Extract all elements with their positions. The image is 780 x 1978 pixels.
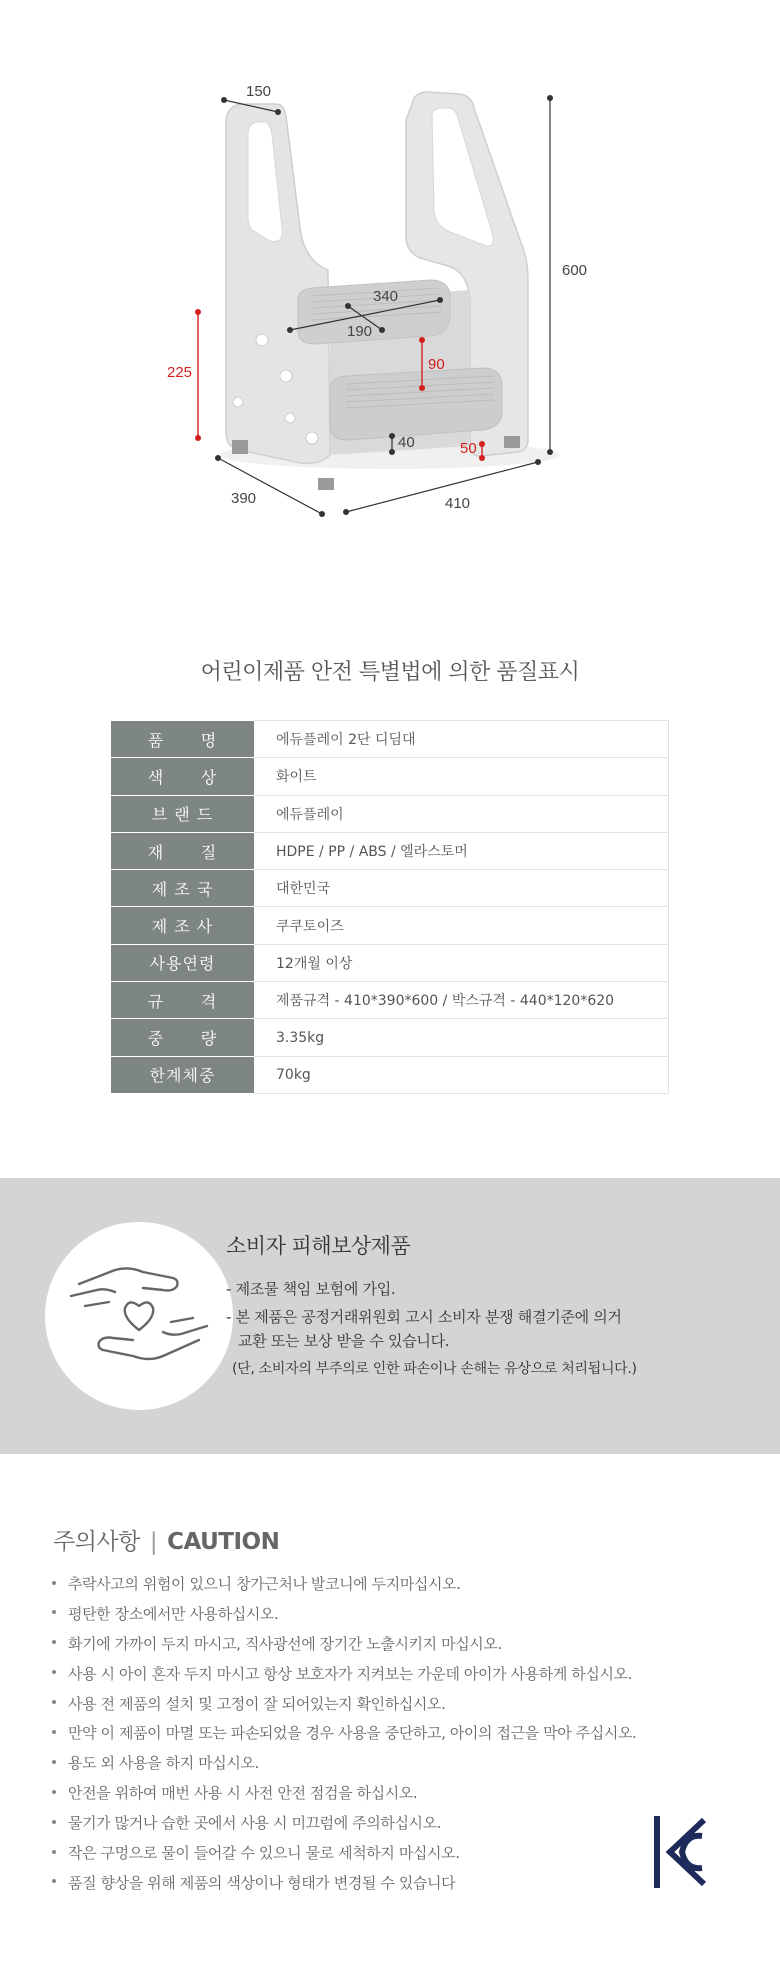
bullet-icon [52, 1610, 56, 1614]
quality-table-row [111, 1056, 669, 1093]
caution-item [52, 1722, 636, 1752]
consumer-compensation-section [0, 1178, 780, 1454]
compensation-line-4: (단, 소비자의 부주의로 인한 파손이나 손해는 유상으로 처리됩니다.) [232, 1361, 637, 1377]
quality-row-value: 에듀플레이 [254, 795, 669, 832]
quality-row-label: 제 조 사 [111, 907, 254, 944]
caution-item [52, 1633, 636, 1663]
caution-item [52, 1693, 636, 1723]
caution-item-text: 작은 구멍으로 물이 들어갈 수 있으니 물로 세척하지 마십시오. [68, 1844, 460, 1863]
dim-step-gap: 90 [428, 356, 445, 373]
quality-row-value: 12개월 이상 [254, 944, 669, 981]
caution-item [52, 1842, 636, 1872]
quality-row-value: 에듀플레이 2단 디딤대 [254, 721, 669, 758]
dim-depth: 390 [231, 490, 257, 507]
quality-table-row [111, 907, 669, 944]
kc-certification-mark-icon [652, 1812, 708, 1892]
caution-title [53, 1523, 279, 1556]
quality-table-row [111, 982, 669, 1019]
bullet-icon [52, 1730, 56, 1734]
bullet-icon [52, 1640, 56, 1644]
caution-item [52, 1782, 636, 1812]
dim-handle-width: 150 [246, 83, 272, 100]
product-dimension-diagram [0, 0, 780, 560]
dim-foot-height: 50 [460, 440, 477, 457]
quality-row-label: 한계체중 [111, 1056, 254, 1093]
quality-table-row [111, 870, 669, 907]
step-stool-illustration [0, 0, 780, 560]
quality-table-row [111, 758, 669, 795]
hands-heart-icon [45, 1222, 233, 1410]
quality-row-value: 화이트 [254, 758, 669, 795]
caution-item [52, 1812, 636, 1842]
quality-table-row [111, 944, 669, 981]
caution-item [52, 1872, 636, 1902]
bullet-icon [52, 1700, 56, 1704]
quality-table [111, 720, 669, 1094]
compensation-title: 소비자 피해보상제품 [226, 1234, 411, 1258]
caution-list [52, 1573, 636, 1902]
quality-row-value: 쿠쿠토이즈 [254, 907, 669, 944]
caution-item-text: 품질 향상을 위해 제품의 색상이나 형태가 변경될 수 있습니다 [68, 1873, 456, 1892]
quality-row-value: 제품규격 - 410*390*600 / 박스규격 - 440*120*620 [254, 982, 669, 1019]
quality-row-label: 규 격 [111, 982, 254, 1019]
bullet-icon [52, 1670, 56, 1674]
caution-item-text: 사용 전 제품의 설치 및 고정이 잘 되어있는지 확인하십시오. [68, 1694, 446, 1713]
caution-item-text: 물기가 많거나 습한 곳에서 사용 시 미끄럼에 주의하십시오. [68, 1814, 442, 1833]
caution-item-text: 추락사고의 위험이 있으니 창가근처나 발코니에 두지마십시오. [68, 1575, 461, 1593]
quality-table-row [111, 1019, 669, 1056]
quality-row-label: 품 명 [111, 721, 254, 758]
caution-item-text: 용도 외 사용을 하지 마십시오. [68, 1754, 259, 1773]
dim-height: 600 [562, 262, 588, 279]
caution-title-ko: 주의사항 [53, 1529, 140, 1555]
quality-table-row [111, 795, 669, 832]
dim-step-depth: 190 [347, 323, 373, 340]
quality-row-value: 3.35kg [254, 1019, 669, 1056]
caution-item-text: 화기에 가까이 두지 마시고, 직사광선에 장기간 노출시키지 마십시오. [68, 1634, 502, 1653]
caution-item [52, 1573, 636, 1603]
caution-item-text: 안전을 위하여 매번 사용 시 사전 안전 점검을 하십시오. [68, 1784, 418, 1803]
caution-item [52, 1603, 636, 1633]
dim-width: 410 [445, 495, 471, 512]
quality-row-label: 사용연령 [111, 944, 254, 981]
quality-row-value: 대한민국 [254, 870, 669, 907]
quality-row-label: 제 조 국 [111, 870, 254, 907]
bullet-icon [52, 1879, 56, 1883]
dim-step-width: 340 [373, 288, 399, 305]
caution-item-text: 만약 이 제품이 마멸 또는 파손되었을 경우 사용을 중단하고, 아이의 접근을 막아 주십시오. [68, 1724, 637, 1743]
compensation-badge [45, 1222, 233, 1410]
quality-row-label: 중 량 [111, 1019, 254, 1056]
quality-row-label: 재 질 [111, 832, 254, 869]
bullet-icon [52, 1760, 56, 1764]
quality-table-row [111, 721, 669, 758]
quality-table-row [111, 832, 669, 869]
dim-step-height: 225 [167, 364, 193, 381]
caution-title-separator: | [149, 1529, 158, 1555]
quality-row-value: 70kg [254, 1056, 669, 1093]
bullet-icon [52, 1581, 56, 1585]
caution-item [52, 1752, 636, 1782]
bullet-icon [52, 1790, 56, 1794]
caution-item-text: 사용 시 아이 혼자 두지 마시고 항상 보호자가 지켜보는 가운데 아이가 사용하게 하십시오. [68, 1664, 633, 1683]
dim-tread-height: 40 [398, 434, 415, 451]
quality-section-title: 어린이제품 안전 특별법에 의한 품질표시 [200, 660, 580, 685]
bullet-icon [52, 1850, 56, 1854]
caution-title-en: CAUTION [167, 1529, 280, 1555]
compensation-line-1: - 제조물 책임 보험에 가입. [226, 1280, 396, 1298]
bullet-icon [52, 1820, 56, 1824]
quality-row-value: HDPE / PP / ABS / 엘라스토머 [254, 832, 669, 869]
compensation-line-3: 교환 또는 보상 받을 수 있습니다. [238, 1332, 450, 1350]
quality-row-label: 색 상 [111, 758, 254, 795]
caution-item [52, 1663, 636, 1693]
compensation-line-2: - 본 제품은 공정거래위원회 고시 소비자 분쟁 해결기준에 의거 [226, 1308, 622, 1326]
caution-item-text: 평탄한 장소에서만 사용하십시오. [68, 1604, 279, 1623]
quality-row-label: 브 랜 드 [111, 795, 254, 832]
